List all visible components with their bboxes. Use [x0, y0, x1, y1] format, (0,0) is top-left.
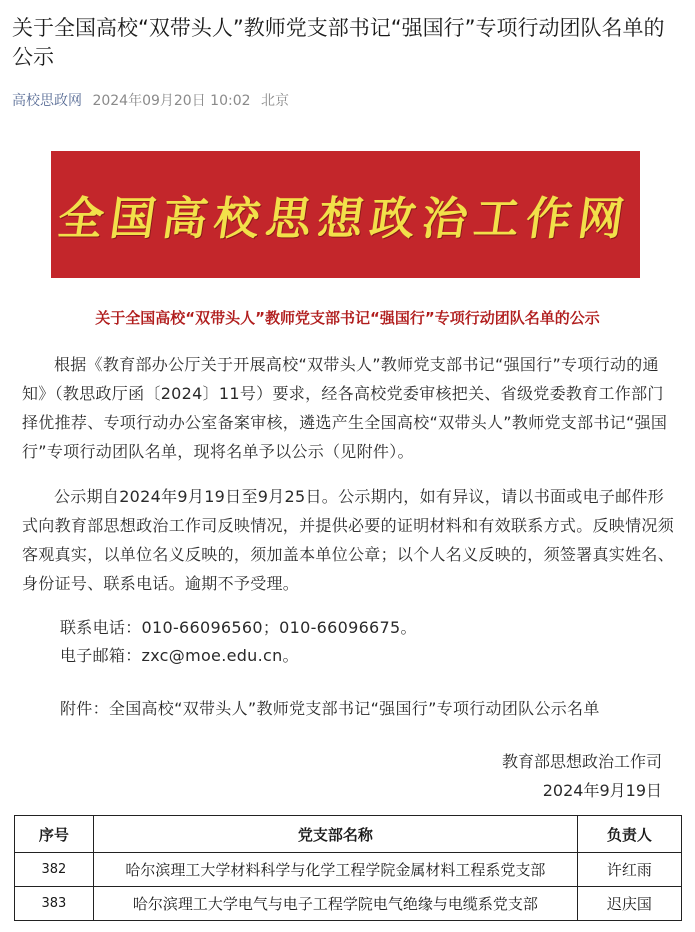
cell-branch-name: 哈尔滨理工大学材料科学与化学工程学院金属材料工程系党支部 [93, 853, 577, 887]
team-list-table [14, 815, 682, 921]
cell-leader: 许红雨 [577, 853, 681, 887]
header-branch-name: 党支部名称 [93, 816, 577, 853]
publish-datetime: 2024年09月20日 10:02 [92, 93, 251, 109]
signature-org: 教育部思想政治工作司 [501, 752, 662, 771]
signature-date: 2024年9月19日 [542, 781, 662, 800]
table-row [15, 887, 682, 921]
cell-number: 382 [15, 853, 94, 887]
header-number: 序号 [15, 816, 94, 853]
notice-title: 关于全国高校“双带头人”教师党支部书记“强国行”专项行动团队名单的公示 [95, 309, 600, 327]
notice-paragraph-2: 公示期自2024年9月19日至9月25日。公示期内，如有异议，请以书面或电子邮件形式向教育部思想政治工作司反映情况，并提供必要的证明材料和有效联系方式。反映情况须客观真实，以单位名义反映的，须加盖本单位公章；以个人名义反映的，须签署真实姓名、身份证号、联系电话。逾期不予受理。 [22, 487, 675, 593]
cell-number: 383 [15, 887, 94, 921]
source-link[interactable]: 高校思政网 [12, 93, 82, 109]
article-meta [12, 90, 295, 110]
publish-location: 北京 [260, 93, 289, 109]
header-leader: 负责人 [577, 816, 681, 853]
notice-paragraph-1: 根据《教育部办公厅关于开展高校“双带头人”教师党支部书记“强国行”专项行动的通知》（教思政厅函〔2024〕11号）要求，经各高校党委审核把关、省级党委教育工作部门择优推荐、专项行动办公室备案审核，遴选产生全国高校“双带头人”教师党支部书记“强国行”专项行动团队名单，现将名单予以公示（见附件）。 [22, 355, 668, 461]
article-title: 关于全国高校“双带头人”教师党支部书记“强国行”专项行动团队名单的公示 [12, 16, 665, 69]
site-banner [51, 151, 640, 278]
contact-phone: 联系电话：010-66096560；010-66096675。 [60, 618, 417, 637]
table-row [15, 853, 682, 887]
cell-leader: 迟庆国 [577, 887, 681, 921]
contact-email: 电子邮箱：zxc@moe.edu.cn。 [60, 646, 299, 665]
banner-text: 全国高校思想政治工作网 [55, 192, 635, 245]
cell-branch-name: 哈尔滨理工大学电气与电子工程学院电气绝缘与电缆系党支部 [93, 887, 577, 921]
attachment-line: 附件：全国高校“双带头人”教师党支部书记“强国行”专项行动团队公示名单 [60, 699, 600, 718]
table-header-row [15, 816, 682, 853]
